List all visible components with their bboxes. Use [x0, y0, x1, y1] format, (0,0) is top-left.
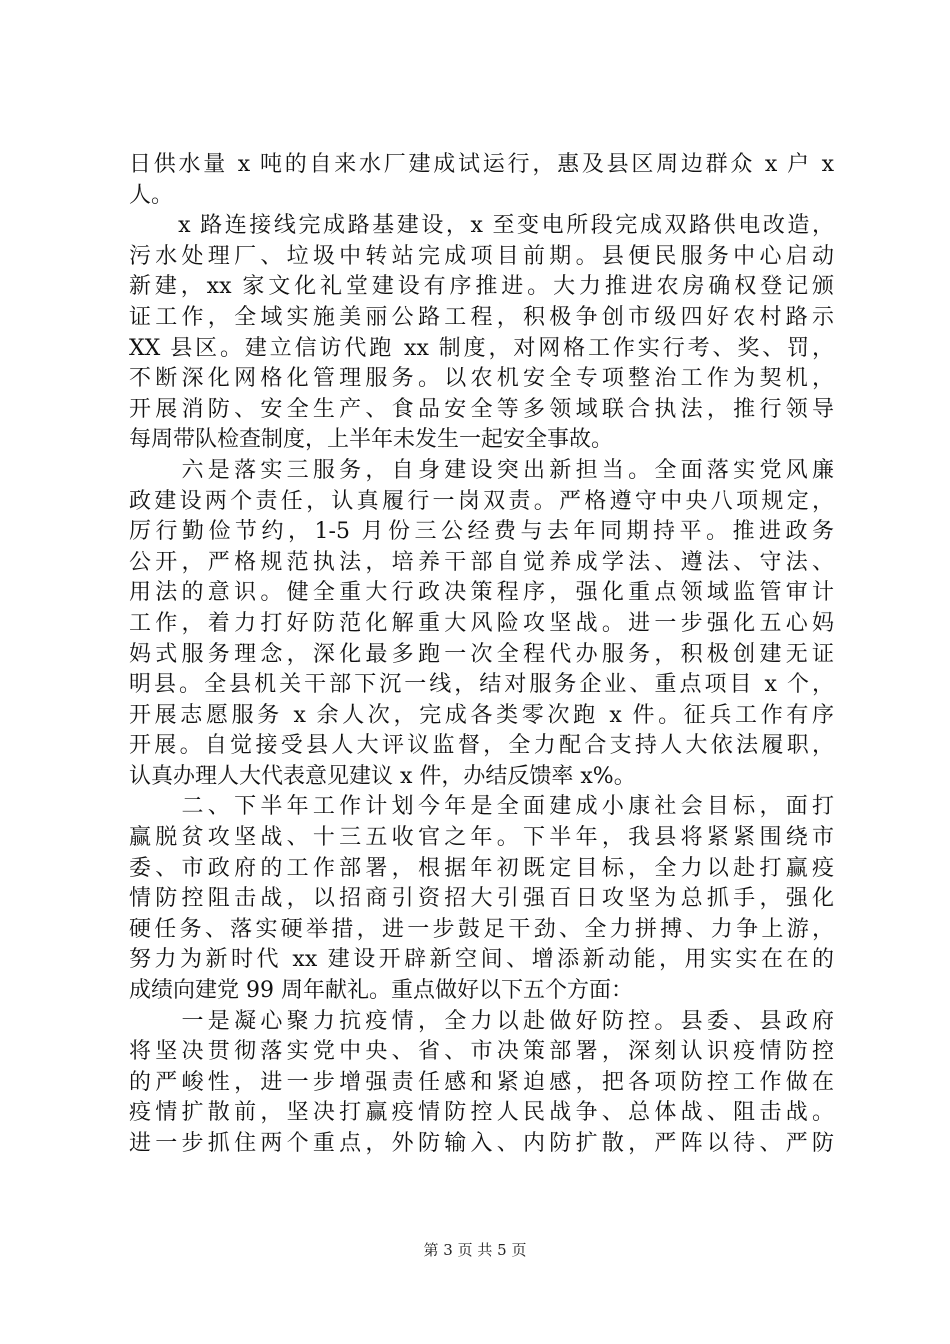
text-line: 不断深化网格化管理服务。以农机安全专项整治工作为契机，	[129, 366, 834, 392]
page-number-footer: 第 3 页 共 5 页	[423, 1241, 527, 1259]
document-body	[129, 150, 834, 1160]
text-line: 污水处理厂、垃圾中转站完成项目前期。县便民服务中心启动	[129, 243, 834, 269]
text-line: 政建设两个责任，认真履行一岗双责。严格遵守中央八项规定，	[129, 488, 834, 514]
text-line: 情防控阻击战，以招商引资招大引强百日攻坚为总抓手，强化	[129, 886, 834, 912]
text-line: 开展消防、安全生产、食品安全等多领域联合执法，推行领导	[129, 396, 834, 422]
text-line: x 路连接线完成路基建设，x 至变电所段完成双路供电改造，	[129, 213, 834, 239]
text-line: 妈式服务理念，深化最多跑一次全程代办服务，积极创建无证	[129, 641, 834, 667]
text-line: 证工作，全域实施美丽公路工程，积极争创市级四好农村路示	[129, 304, 834, 330]
text-line: 六是落实三服务，自身建设突出新担当。全面落实党风廉	[129, 457, 834, 483]
text-line: 一是凝心聚力抗疫情，全力以赴做好防控。县委、县政府	[129, 1008, 834, 1034]
text-line: 人。	[129, 182, 174, 208]
text-line: 二、下半年工作计划今年是全面建成小康社会目标，面打	[129, 794, 834, 820]
text-line: 认真办理人大代表意见建议 x 件，办结反馈率 x%。	[129, 763, 636, 789]
text-line: 硬任务、落实硬举措，进一步鼓足干劲、全力拼搏、力争上游，	[129, 916, 834, 942]
text-line: 开展志愿服务 x 余人次，完成各类零次跑 x 件。征兵工作有序	[129, 702, 834, 728]
text-line: 的严峻性，进一步增强责任感和紧迫感，把各项防控工作做在	[129, 1069, 834, 1095]
text-line: 委、市政府的工作部署，根据年初既定目标，全力以赴打赢疫	[129, 855, 834, 881]
text-line: XX 县区。建立信访代跑 xx 制度，对网格工作实行考、奖、罚，	[129, 335, 834, 361]
text-line: 将坚决贯彻落实党中央、省、市决策部署，深刻认识疫情防控	[129, 1039, 834, 1065]
text-line: 进一步抓住两个重点，外防输入、内防扩散，严阵以待、严防	[129, 1131, 834, 1156]
text-line: 疫情扩散前，坚决打赢疫情防控人民战争、总体战、阻击战。	[129, 1100, 834, 1126]
text-line: 工作，着力打好防范化解重大风险攻坚战。进一步强化五心妈	[129, 610, 834, 636]
text-line: 每周带队检查制度，上半年未发生一起安全事故。	[129, 427, 614, 453]
text-line: 厉行勤俭节约，1-5 月份三公经费与去年同期持平。推进政务	[129, 519, 834, 545]
text-line: 日供水量 x 吨的自来水厂建成试运行，惠及县区周边群众 x 户 x	[129, 152, 834, 177]
text-line: 用法的意识。健全重大行政决策程序，强化重点领域监管审计	[129, 580, 834, 606]
text-line: 明县。全县机关干部下沉一线，结对服务企业、重点项目 x 个，	[129, 672, 834, 698]
text-line: 新建，xx 家文化礼堂建设有序推进。大力推进农房确权登记颁	[129, 274, 834, 300]
text-line: 努力为新时代 xx 建设开辟新空间、增添新动能，用实实在在的	[129, 947, 834, 973]
text-line: 开展。自觉接受县人大评议监督，全力配合支持人大依法履职，	[129, 733, 834, 759]
text-line: 赢脱贫攻坚战、十三五收官之年。下半年，我县将紧紧围绕市	[129, 825, 834, 851]
text-line: 公开，严格规范执法，培养干部自觉养成学法、遵法、守法、	[129, 549, 834, 575]
text-line: 成绩向建党 99 周年献礼。重点做好以下五个方面：	[129, 978, 633, 1004]
